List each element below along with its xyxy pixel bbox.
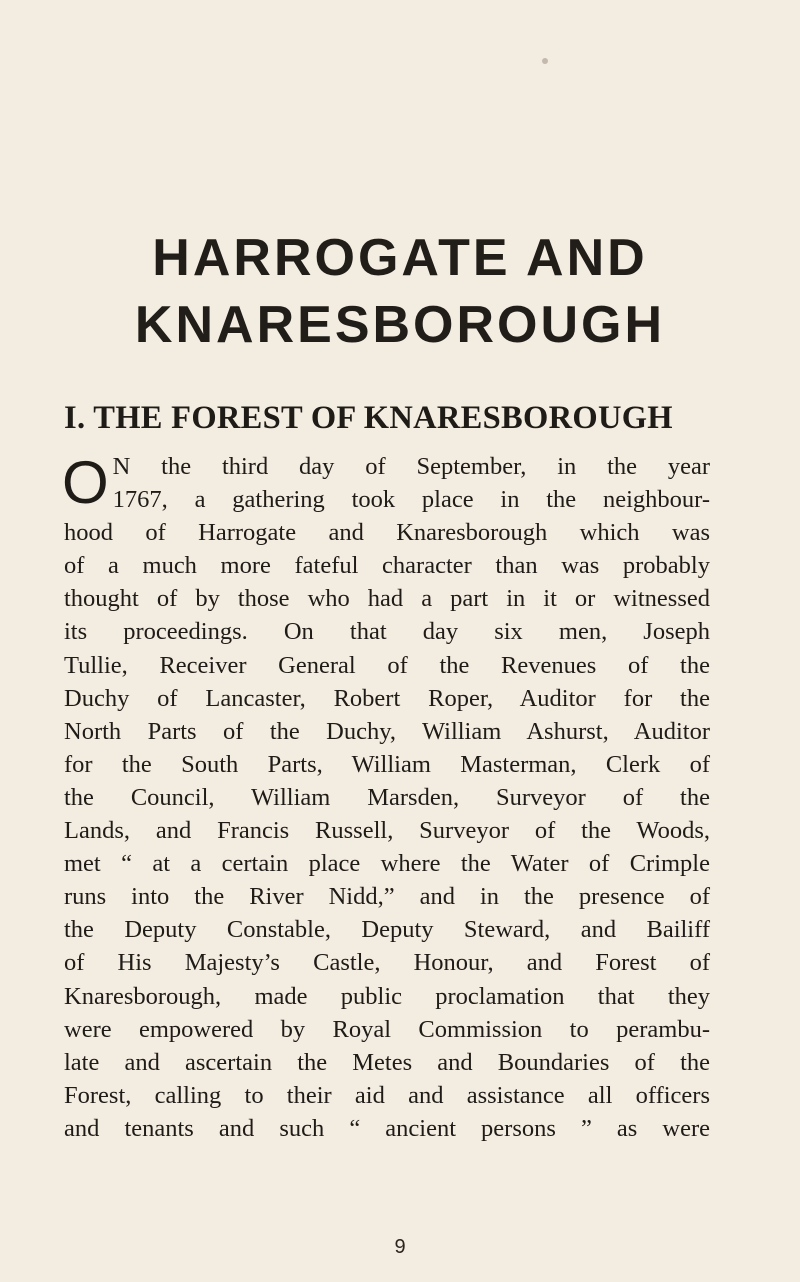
body-line: Forest, calling to their aid and assistance all officers [64,1081,710,1109]
body-line: Tullie, Receiver General of the Revenues of the [64,651,710,679]
body-line: met “ at a certain place where the Water of Crimple [64,850,710,878]
chapter-heading: I. THE FOREST OF KNARESBOROUGH [64,400,673,436]
body-line: were empowered by Royal Commission to perambu- [64,1015,710,1043]
paper-speck [542,58,548,64]
body-line: thought of by those who had a part in it or witnessed [64,585,710,613]
page-number: 9 [394,1236,406,1258]
chapter-body [64,450,710,1145]
body-line: 1767, a gathering took place in the neighbour- [112,486,710,514]
body-line: Lands, and Francis Russell, Surveyor of the Woods, [64,817,710,845]
book-title-line-1: HARROGATE AND [152,229,648,287]
body-line: N the third day of September, in the year [112,453,710,480]
body-line: for the South Parts, William Masterman, Clerk of [64,750,710,778]
body-line: North Parts of the Duchy, William Ashurst, Auditor [64,717,710,745]
body-line: Duchy of Lancaster, Robert Roper, Auditor for the [64,684,710,712]
drop-cap: O [62,449,109,516]
body-line: the Deputy Constable, Deputy Steward, and Bailiff [64,916,710,944]
body-line: of a much more fateful character than was probably [64,552,710,580]
body-line: of His Majesty’s Castle, Honour, and Forest of [64,949,710,977]
body-line: Knaresborough, made public proclamation that they [64,982,710,1010]
book-title-line-2: KNARESBOROUGH [134,296,666,354]
body-line: the Council, William Marsden, Surveyor of the [64,783,710,811]
body-line: late and ascertain the Metes and Boundaries of the [64,1048,710,1076]
body-line: hood of Harrogate and Knaresborough which was [64,519,710,547]
body-line: runs into the River Nidd,” and in the presence of [64,883,710,911]
body-line: its proceedings. On that day six men, Joseph [64,618,710,646]
body-line: and tenants and such “ ancient persons ” as were [64,1114,710,1142]
